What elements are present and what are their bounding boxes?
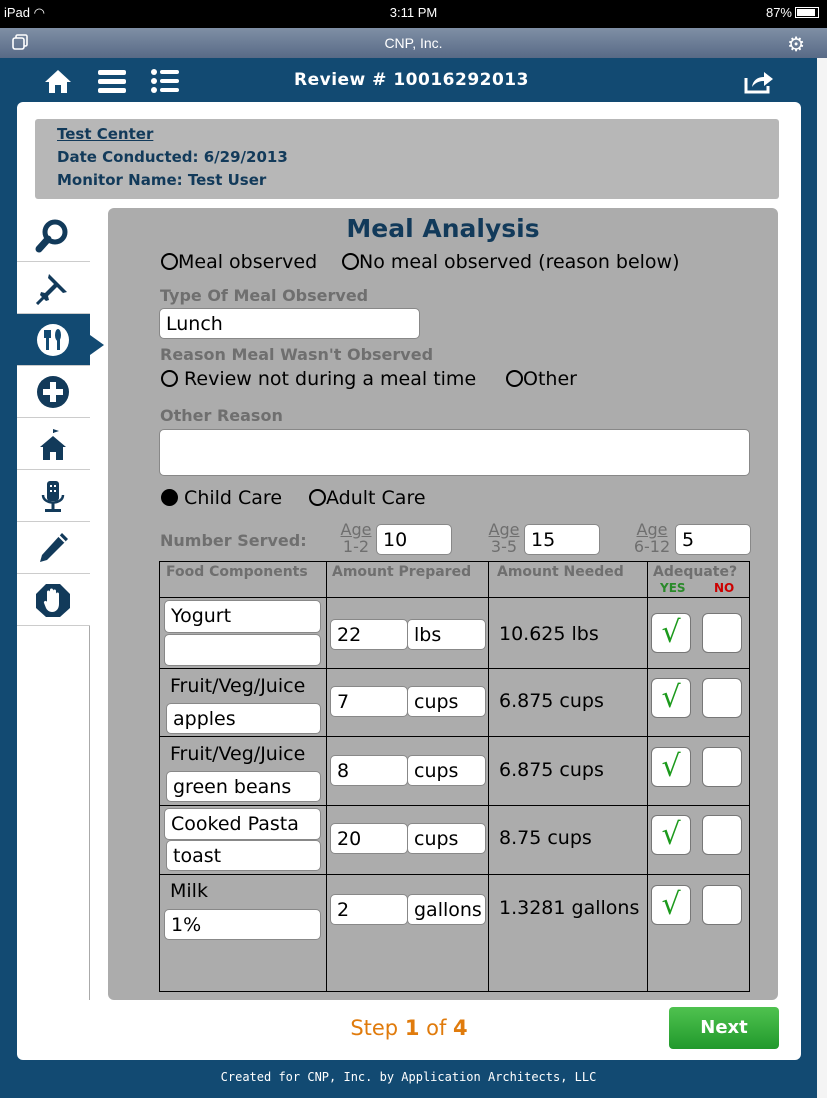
home-icon[interactable] <box>44 68 72 94</box>
row1-unit-select[interactable]: lbs <box>407 619 486 650</box>
row3-needed: 6.875 cups <box>499 759 604 781</box>
section-title: Meal Analysis <box>346 214 540 243</box>
meal-analysis-section <box>108 208 778 1000</box>
food-components-table <box>159 561 750 992</box>
child-care-label: Child Care <box>184 487 283 509</box>
section-tabs <box>17 210 90 626</box>
row2-component-label: Fruit/Veg/Juice <box>170 675 306 697</box>
row2-prepared-field[interactable]: 7 <box>330 686 408 717</box>
background-strip <box>817 58 827 1098</box>
pushpin-icon <box>35 271 71 305</box>
age-3-5-label: Age 3-5 <box>488 520 520 556</box>
status-time: 3:11 PM <box>389 5 438 20</box>
header-food-components: Food Components <box>166 564 308 580</box>
other-reason-label: Other Reason <box>160 406 283 425</box>
row5-no-checkbox[interactable] <box>702 885 742 925</box>
checkmark-icon: √ <box>661 817 681 852</box>
row2-no-checkbox[interactable] <box>702 678 742 718</box>
header-adequate: Adequate? <box>653 564 738 580</box>
row3-no-checkbox[interactable] <box>702 747 742 787</box>
meal-type-label: Type Of Meal Observed <box>160 286 369 305</box>
header-yes: YES <box>660 581 686 595</box>
row1-item-field[interactable] <box>164 634 321 666</box>
row5-prepared-field[interactable]: 2 <box>330 894 408 925</box>
gear-icon[interactable]: ⚙ <box>787 34 805 56</box>
no-meal-label: No meal observed (reason below) <box>359 251 680 273</box>
review-header <box>35 119 779 199</box>
center-link[interactable]: Test Center <box>57 125 154 143</box>
row4-prepared-field[interactable]: 20 <box>330 823 408 854</box>
row2-needed: 6.875 cups <box>499 690 604 712</box>
no-meal-radio[interactable] <box>342 253 359 270</box>
row4-unit-select[interactable]: cups <box>407 823 486 854</box>
row5-yes-checkbox[interactable] <box>651 885 691 925</box>
tab-stop[interactable] <box>17 574 90 626</box>
header-amount-prepared: Amount Prepared <box>332 564 472 580</box>
tab-edit[interactable] <box>17 522 90 574</box>
battery-status: 87% <box>766 5 819 20</box>
tab-add[interactable] <box>17 366 90 418</box>
row4-item-field[interactable]: toast <box>166 840 321 871</box>
reason-not-mealtime-option[interactable] <box>161 368 476 390</box>
search-icon <box>35 219 71 253</box>
plus-icon <box>35 375 71 409</box>
age-6-12-label: Age 6-12 <box>633 520 671 556</box>
tab-recorder[interactable] <box>17 470 90 522</box>
utensils-icon <box>35 323 71 357</box>
row4-no-checkbox[interactable] <box>702 815 742 855</box>
review-title: Review # 10016292013 <box>294 70 529 90</box>
wifi-icon: ◠ <box>33 5 45 20</box>
menu-icon[interactable] <box>98 68 126 94</box>
microphone-icon <box>35 479 71 513</box>
tab-search[interactable] <box>17 210 90 262</box>
row3-unit-select[interactable]: cups <box>407 755 486 786</box>
date-conducted: Date Conducted: 6/29/2013 <box>57 148 288 166</box>
reason-other-option[interactable] <box>506 368 577 390</box>
row3-component-label: Fruit/Veg/Juice <box>170 743 306 765</box>
row1-yes-checkbox[interactable] <box>651 613 691 653</box>
schoolhouse-icon <box>35 427 71 461</box>
credit-footer: Created for CNP, Inc. by Application Architects, LLC <box>220 1070 597 1084</box>
row4-component-field[interactable]: Cooked Pasta <box>164 808 321 840</box>
reason-not-mealtime-label: Review not during a meal time <box>184 368 477 390</box>
row5-unit-select[interactable]: gallons <box>407 894 486 925</box>
row3-yes-checkbox[interactable] <box>651 747 691 787</box>
row1-no-checkbox[interactable] <box>702 613 742 653</box>
list-icon[interactable] <box>151 68 179 94</box>
browser-title: CNP, Inc. <box>384 35 443 51</box>
monitor-name: Monitor Name: Test User <box>57 171 267 189</box>
checkmark-icon: √ <box>661 615 681 650</box>
reason-not-mealtime-radio[interactable] <box>161 370 178 387</box>
row5-needed: 1.3281 gallons <box>499 897 640 919</box>
row1-prepared-field[interactable]: 22 <box>330 619 408 650</box>
status-bar <box>0 0 827 28</box>
share-icon[interactable] <box>744 70 774 94</box>
other-reason-field[interactable] <box>159 429 750 476</box>
browser-bar <box>0 28 827 58</box>
checkmark-icon: √ <box>661 680 681 715</box>
active-tab-pointer <box>90 335 104 355</box>
reason-label: Reason Meal Wasn't Observed <box>160 345 434 364</box>
checkmark-icon: √ <box>661 887 681 922</box>
meal-observed-option[interactable] <box>161 251 317 273</box>
reason-other-label: Other <box>523 368 577 390</box>
step-indicator: Step 1 of 4 <box>350 1016 468 1040</box>
age-6-12-count[interactable]: 5 <box>675 524 751 555</box>
adult-care-radio[interactable] <box>309 489 326 506</box>
reason-other-radio[interactable] <box>506 370 523 387</box>
row4-needed: 8.75 cups <box>499 827 592 849</box>
battery-icon <box>795 7 819 18</box>
row2-item-field[interactable]: apples <box>166 703 321 734</box>
meal-observed-label: Meal observed <box>178 251 318 273</box>
adult-care-label: Adult Care <box>326 487 426 509</box>
header-amount-needed: Amount Needed <box>497 564 624 580</box>
row1-needed: 10.625 lbs <box>499 623 599 645</box>
device-label: iPad ◠ <box>4 5 45 20</box>
pencil-icon <box>35 531 71 565</box>
row3-item-field[interactable]: green beans <box>166 771 321 802</box>
next-button[interactable]: Next <box>669 1007 779 1049</box>
child-care-option[interactable] <box>161 487 282 509</box>
stop-hand-icon <box>35 583 71 617</box>
age-1-2-label: Age 1-2 <box>340 520 372 556</box>
row5-item-field[interactable]: 1% <box>164 909 321 940</box>
age-3-5-count[interactable]: 15 <box>524 524 600 555</box>
row2-unit-select[interactable]: cups <box>407 686 486 717</box>
tab-pin[interactable] <box>17 262 90 314</box>
child-care-radio[interactable] <box>161 489 178 506</box>
age-1-2-count[interactable]: 10 <box>376 524 452 555</box>
tab-school[interactable] <box>17 418 90 470</box>
row2-yes-checkbox[interactable] <box>651 678 691 718</box>
main-panel <box>17 102 801 1060</box>
no-meal-option[interactable] <box>342 251 680 273</box>
header-no: NO <box>714 581 735 595</box>
app-container <box>0 58 817 1098</box>
row3-prepared-field[interactable]: 8 <box>330 755 408 786</box>
adult-care-option[interactable] <box>309 487 426 509</box>
meal-observed-radio[interactable] <box>161 253 178 270</box>
checkmark-icon: √ <box>661 749 681 784</box>
row1-component-field[interactable]: Yogurt <box>164 600 321 633</box>
row5-component-label: Milk <box>170 880 208 902</box>
number-served-label: Number Served: <box>160 531 307 550</box>
tab-meal[interactable] <box>17 314 90 366</box>
meal-type-field[interactable]: Lunch <box>159 308 420 339</box>
row4-yes-checkbox[interactable] <box>651 815 691 855</box>
